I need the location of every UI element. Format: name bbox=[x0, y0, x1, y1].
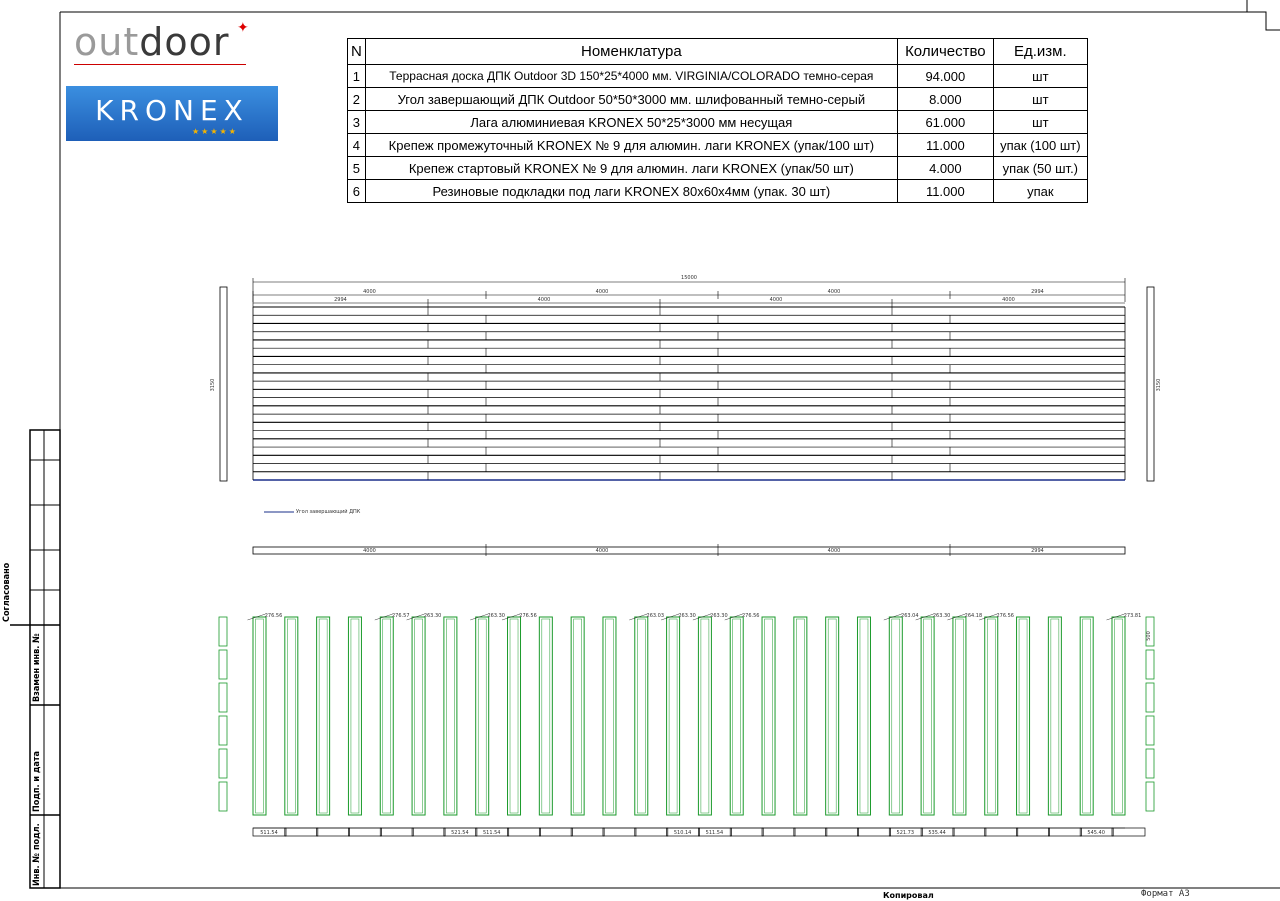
table-cell: 2 bbox=[348, 88, 366, 111]
dim-row2-label: 2994 bbox=[334, 297, 347, 303]
joist bbox=[571, 617, 584, 815]
bottom-pad bbox=[985, 828, 1018, 836]
spacing-label: 276.56 bbox=[519, 613, 537, 619]
bottom-pad bbox=[571, 828, 604, 836]
support-pad-right bbox=[1146, 650, 1154, 679]
joist bbox=[1112, 617, 1125, 815]
table-cell: 11.000 bbox=[897, 180, 993, 203]
table-cell: 94.000 bbox=[897, 65, 993, 88]
joist bbox=[921, 617, 934, 815]
joist-inner bbox=[1019, 619, 1027, 813]
stamp-inv: Инв. № подл. bbox=[32, 823, 42, 886]
bottom-pad bbox=[857, 828, 890, 836]
support-pad-left bbox=[219, 617, 227, 646]
outdoor-logo-prefix: out bbox=[74, 20, 140, 64]
support-pad-left bbox=[219, 716, 227, 745]
joist-dim-label: 4000 bbox=[827, 548, 841, 554]
joist bbox=[794, 617, 807, 815]
joist-inner bbox=[256, 619, 264, 813]
joist bbox=[412, 617, 425, 815]
joist bbox=[348, 617, 361, 815]
table-cell: 5 bbox=[348, 157, 366, 180]
dim-row1-label: 4000 bbox=[363, 289, 376, 295]
stamp-podp: Подп. и дата bbox=[32, 750, 42, 812]
joist-inner bbox=[478, 619, 486, 813]
kronex-logo-text: KRONEX bbox=[95, 94, 249, 127]
bottom-pad bbox=[635, 828, 668, 836]
header-cell: Ед.изм. bbox=[993, 39, 1087, 65]
joist bbox=[253, 617, 266, 815]
joist-inner bbox=[415, 619, 423, 813]
support-pad-right bbox=[1146, 716, 1154, 745]
joist bbox=[444, 617, 457, 815]
table-cell: 61.000 bbox=[897, 111, 993, 134]
table-cell: Крепеж стартовый KRONEX № 9 для алюмин. лаги KRONEX (упак/50 шт) bbox=[365, 157, 897, 180]
joist-inner bbox=[574, 619, 582, 813]
joist-inner bbox=[924, 619, 932, 813]
dim-row1-label: 2994 bbox=[1031, 289, 1044, 295]
spacing-label: 263.04 bbox=[901, 613, 919, 619]
joist-section bbox=[253, 547, 1125, 554]
stamp-soglasovano: Согласовано bbox=[2, 562, 12, 622]
joist bbox=[285, 617, 298, 815]
bottom-pad bbox=[285, 828, 318, 836]
spacing-label: 276.56 bbox=[996, 613, 1014, 619]
joist bbox=[698, 617, 711, 815]
joist bbox=[730, 617, 743, 815]
joist-inner bbox=[319, 619, 327, 813]
spacing-label: 276.56 bbox=[741, 613, 760, 619]
bottom-label: 521.54 bbox=[451, 830, 469, 836]
table-cell: 11.000 bbox=[897, 134, 993, 157]
joist bbox=[826, 617, 839, 815]
spacing-label: 263.30 bbox=[487, 613, 505, 619]
bottom-pad bbox=[953, 828, 986, 836]
spacing-label: 263.03 bbox=[646, 613, 665, 619]
table-cell: шт bbox=[993, 65, 1087, 88]
bottom-label: 511.54 bbox=[260, 830, 278, 836]
header-cell: N bbox=[348, 39, 366, 65]
bottom-pad bbox=[508, 828, 541, 836]
header-cell: Номенклатура bbox=[365, 39, 897, 65]
joist bbox=[667, 617, 680, 815]
dim-overall-label: 15000 bbox=[681, 275, 697, 281]
bottom-label: 545.40 bbox=[1087, 830, 1105, 836]
joist bbox=[985, 617, 998, 815]
support-pad-right bbox=[1146, 782, 1154, 811]
joist-inner bbox=[669, 619, 677, 813]
joist bbox=[380, 617, 393, 815]
spacing-label: 276.57 bbox=[392, 613, 410, 619]
drawing-layer bbox=[210, 275, 1162, 836]
bottom-label: 511.54 bbox=[705, 830, 724, 836]
joist bbox=[603, 617, 616, 815]
joist-inner bbox=[796, 619, 804, 813]
joist-inner bbox=[383, 619, 391, 813]
bottom-pad bbox=[412, 828, 445, 836]
joist-inner bbox=[1083, 619, 1091, 813]
bottom-label: 510.14 bbox=[673, 830, 692, 836]
joist-inner bbox=[765, 619, 773, 813]
spacing-label: 263.30 bbox=[932, 613, 951, 619]
table-cell: шт bbox=[993, 111, 1087, 134]
table-cell: Террасная доска ДПК Outdoor 3D 150*25*4000 мм. VIRGINIA/COLORADO темно-серая bbox=[365, 65, 897, 88]
side-dim-right: 3150 bbox=[1156, 378, 1162, 392]
dim-row2-label: 4000 bbox=[769, 297, 783, 303]
joist bbox=[762, 617, 775, 815]
bottom-pad bbox=[1112, 828, 1145, 836]
joist-inner bbox=[605, 619, 613, 813]
joist-inner bbox=[1051, 619, 1059, 813]
table-cell: Крепеж промежуточный KRONEX № 9 для алюмин. лаги KRONEX (упак/100 шт) bbox=[365, 134, 897, 157]
side-dim-left: 3150 bbox=[210, 378, 216, 392]
support-pad-right bbox=[1146, 683, 1154, 712]
side-profile-right bbox=[1147, 287, 1154, 481]
joist bbox=[539, 617, 552, 815]
joist-inner bbox=[542, 619, 550, 813]
bottom-pad bbox=[762, 828, 795, 836]
stamp-format: Формат А3 bbox=[1141, 889, 1190, 899]
table-cell: 1 bbox=[348, 65, 366, 88]
joist-inner bbox=[446, 619, 454, 813]
joist-dim-label: 4000 bbox=[363, 548, 376, 554]
joist-inner bbox=[828, 619, 836, 813]
joist-inner bbox=[351, 619, 359, 813]
support-pad-left bbox=[219, 782, 227, 811]
joist-inner bbox=[733, 619, 741, 813]
dim-row1-label: 4000 bbox=[595, 289, 609, 295]
table-cell: упак bbox=[993, 180, 1087, 203]
legend-label: Угол завершающий ДПК bbox=[296, 509, 361, 515]
table-cell: Резиновые подкладки под лаги KRONEX 80х60х4мм (упак. 30 шт) bbox=[365, 180, 897, 203]
table-cell: 4.000 bbox=[897, 157, 993, 180]
maple-leaf-icon: ✦ bbox=[237, 19, 249, 35]
dim-row2-label: 4000 bbox=[1002, 297, 1015, 303]
bottom-pad bbox=[348, 828, 381, 836]
support-pad-left bbox=[219, 683, 227, 712]
table-cell: 4 bbox=[348, 134, 366, 157]
joist bbox=[889, 617, 902, 815]
spacing-label: 264.18 bbox=[964, 613, 983, 619]
bottom-pad bbox=[730, 828, 763, 836]
joist bbox=[1080, 617, 1093, 815]
bottom-label: 511.54 bbox=[482, 830, 501, 836]
bottom-label: 521.73 bbox=[896, 830, 915, 836]
joist bbox=[317, 617, 330, 815]
outdoor-logo-suffix: door bbox=[139, 20, 230, 64]
spacing-label: 276.56 bbox=[264, 613, 283, 619]
joist-inner bbox=[892, 619, 900, 813]
header-cell: Количество bbox=[897, 39, 993, 65]
support-pad-left bbox=[219, 749, 227, 778]
dim-row2-label: 4000 bbox=[537, 297, 551, 303]
stamp-kopiroval: Копировал bbox=[883, 891, 934, 900]
joist-inner bbox=[860, 619, 868, 813]
bottom-pad bbox=[826, 828, 859, 836]
bottom-pad bbox=[317, 828, 350, 836]
bottom-pad bbox=[794, 828, 827, 836]
bottom-pad bbox=[380, 828, 413, 836]
frame-corner-stamp bbox=[1247, 0, 1280, 30]
bottom-label: 535.44 bbox=[928, 830, 946, 836]
bottom-pad bbox=[1048, 828, 1081, 836]
table-cell: Угол завершающий ДПК Outdoor 50*50*3000 мм. шлифованный темно-серый bbox=[365, 88, 897, 111]
joist bbox=[953, 617, 966, 815]
joist-inner bbox=[955, 619, 963, 813]
support-pad-left bbox=[219, 650, 227, 679]
table-cell: упак (50 шт.) bbox=[993, 157, 1087, 180]
spacing-label: 263.30 bbox=[423, 613, 442, 619]
table-cell: 3 bbox=[348, 111, 366, 134]
joist-inner bbox=[510, 619, 518, 813]
table-cell: Лага алюминиевая KRONEX 50*25*3000 мм несущая bbox=[365, 111, 897, 134]
joist-inner bbox=[987, 619, 995, 813]
right-small-dim: 500 bbox=[1146, 631, 1152, 641]
bottom-pad bbox=[603, 828, 636, 836]
bottom-pad bbox=[539, 828, 572, 836]
joist bbox=[1017, 617, 1030, 815]
joist-dim-label: 4000 bbox=[595, 548, 609, 554]
table-cell: упак (100 шт) bbox=[993, 134, 1087, 157]
joist-dim-label: 2994 bbox=[1031, 548, 1044, 554]
dim-row1-label: 4000 bbox=[827, 289, 841, 295]
spacing-label: 263.30 bbox=[710, 613, 728, 619]
kronex-stars: ★★★★★ bbox=[192, 127, 238, 136]
table-cell: 6 bbox=[348, 180, 366, 203]
joist-inner bbox=[287, 619, 295, 813]
joist bbox=[1048, 617, 1061, 815]
side-profile-left bbox=[220, 287, 227, 481]
stamp-vzamen: Взамен инв. № bbox=[32, 633, 42, 702]
joist bbox=[857, 617, 870, 815]
joist bbox=[635, 617, 648, 815]
joist bbox=[508, 617, 521, 815]
spacing-label: 273.81 bbox=[1123, 613, 1142, 619]
support-pad-right bbox=[1146, 749, 1154, 778]
joist-inner bbox=[701, 619, 709, 813]
spacing-label: 263.30 bbox=[678, 613, 696, 619]
table-cell: шт bbox=[993, 88, 1087, 111]
joist-inner bbox=[1115, 619, 1123, 813]
joist bbox=[476, 617, 489, 815]
table-cell: 8.000 bbox=[897, 88, 993, 111]
bottom-pad bbox=[1017, 828, 1050, 836]
joist-inner bbox=[637, 619, 645, 813]
